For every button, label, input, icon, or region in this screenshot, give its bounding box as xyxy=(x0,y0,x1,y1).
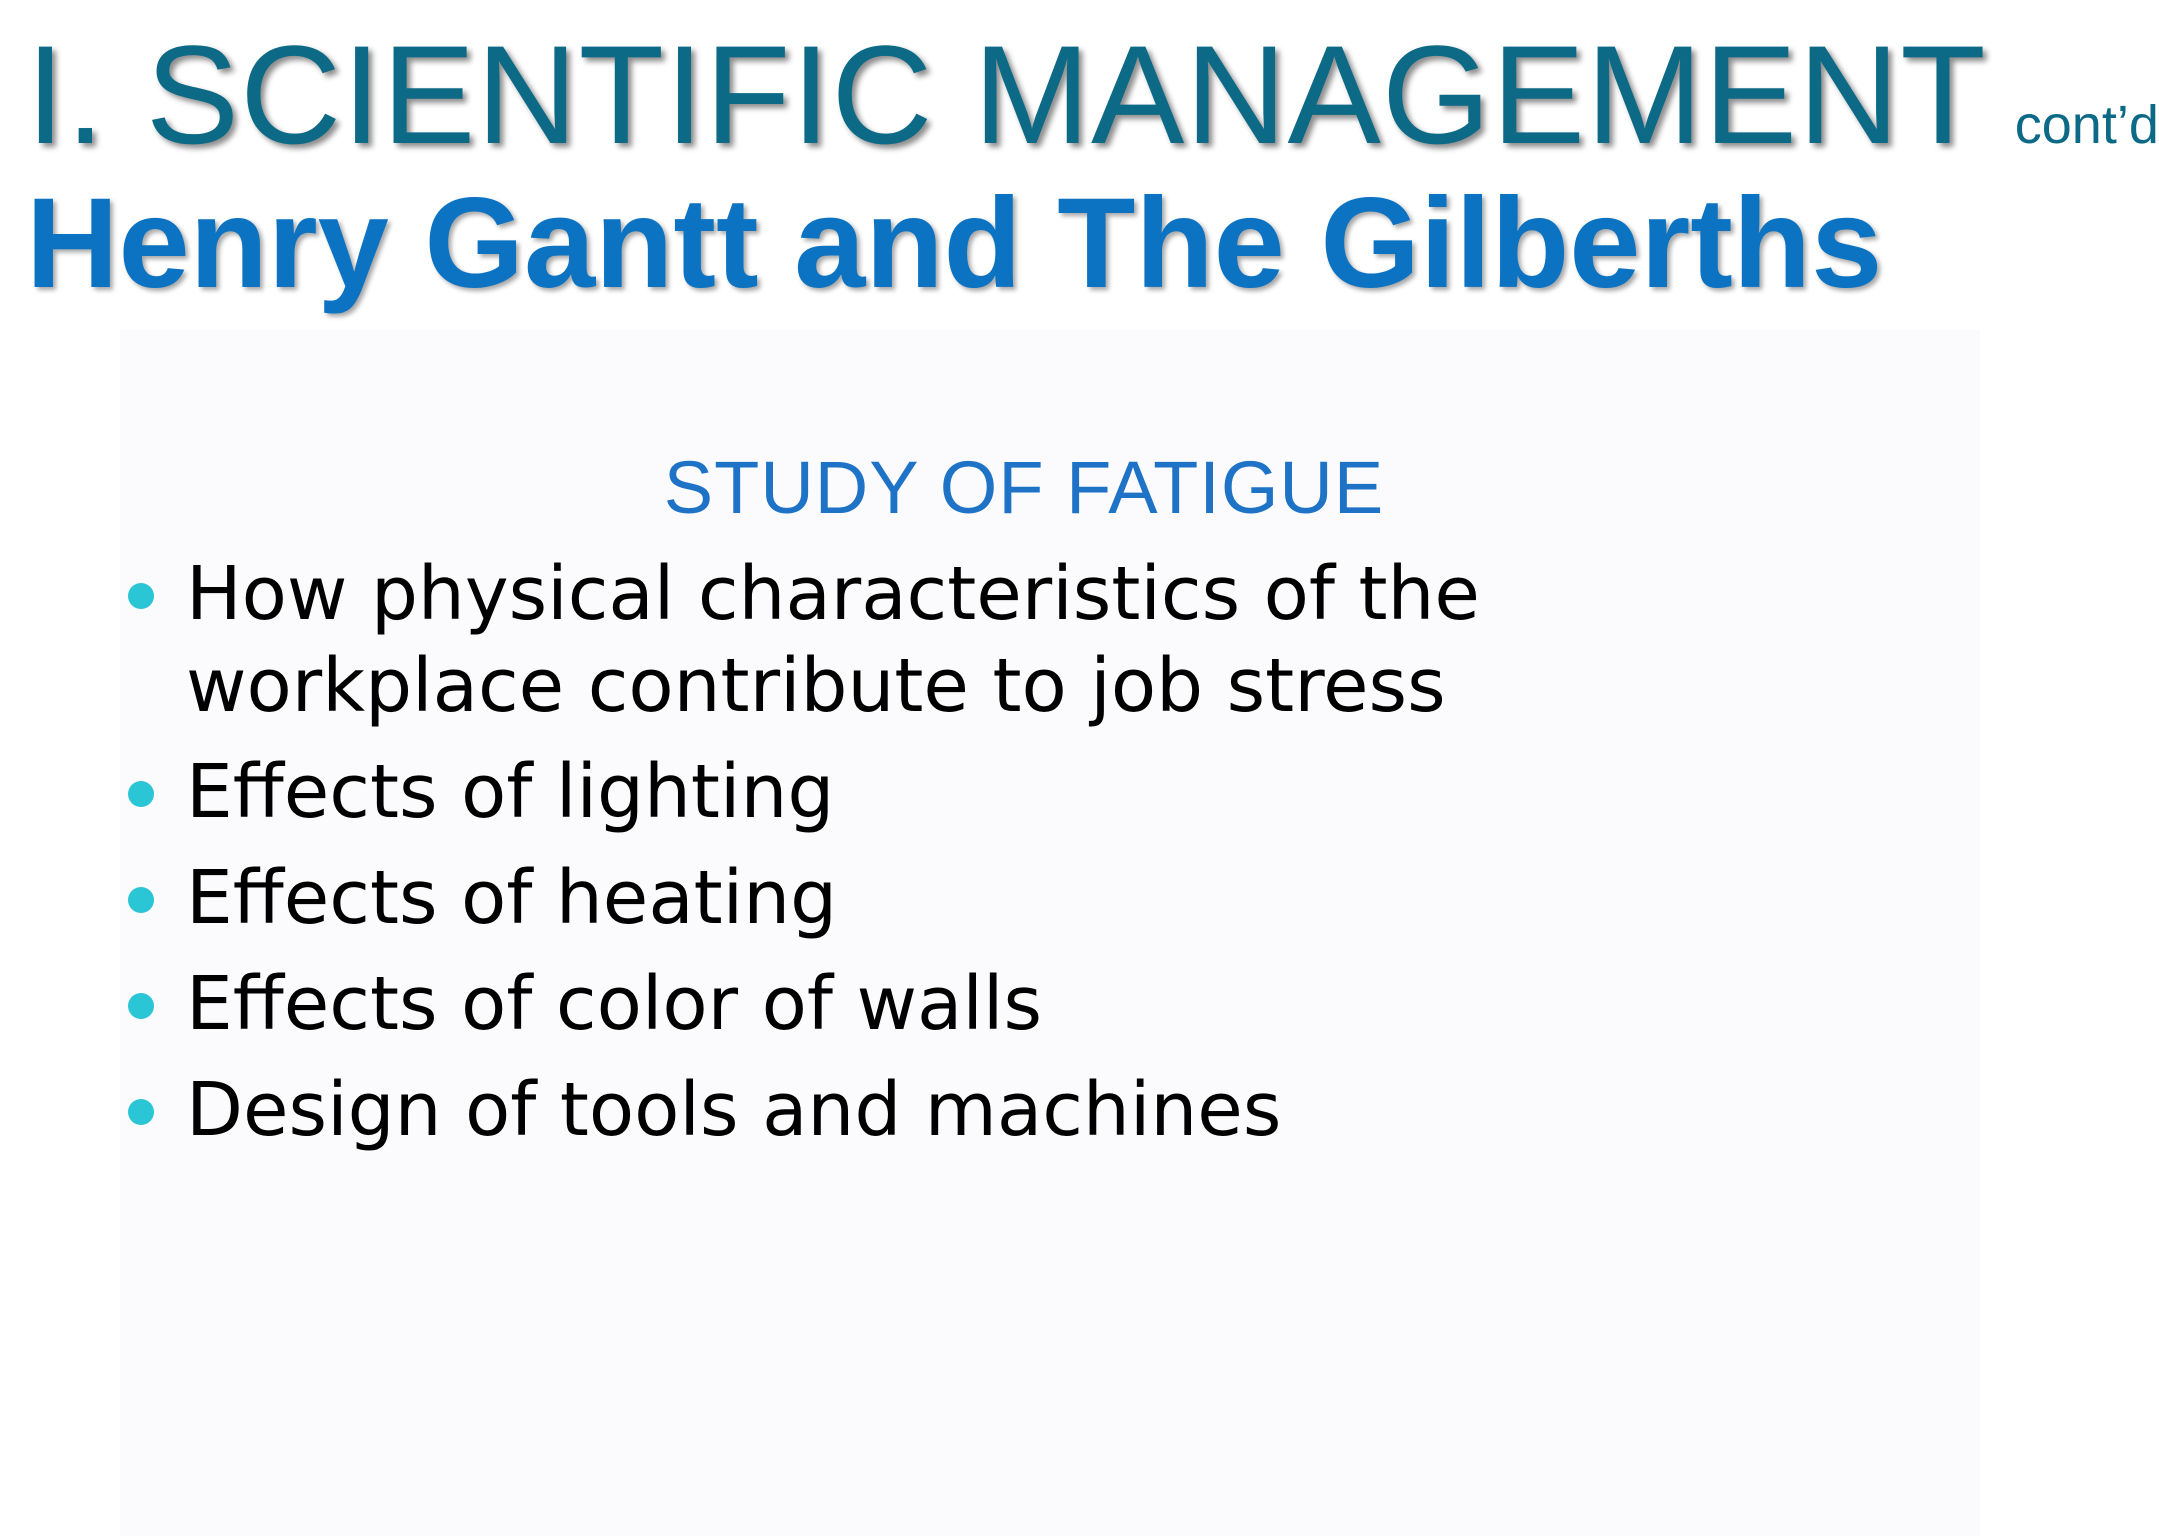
bullet-text: Design of tools and machines xyxy=(186,1067,1282,1153)
bullet-dot-icon xyxy=(128,1099,154,1125)
bullet-text: Effects of color of walls xyxy=(186,961,1043,1047)
bullet-item xyxy=(128,958,1828,1050)
bullet-item xyxy=(128,548,1828,732)
bullet-dot-icon xyxy=(128,583,154,609)
title-suffix: cont’d xyxy=(2014,95,2159,155)
section-heading: STUDY OF FATIGUE xyxy=(663,446,1385,529)
bullet-dot-icon xyxy=(128,887,154,913)
slide-title: I. SCIENTIFIC MANAGEMENT xyxy=(26,16,1987,173)
bullet-text: How physical characteristics of the workplace contribute to job stress xyxy=(186,551,1480,729)
bullet-text: Effects of heating xyxy=(186,855,838,941)
bullet-dot-icon xyxy=(128,781,154,807)
bullet-item xyxy=(128,852,1828,944)
bullet-text: Effects of lighting xyxy=(186,749,835,835)
bullet-dot-icon xyxy=(128,993,154,1019)
title-line xyxy=(26,14,2159,176)
bullet-item xyxy=(128,1064,1828,1156)
bullet-list xyxy=(128,548,1828,1170)
bullet-item xyxy=(128,746,1828,838)
slide-subtitle: Henry Gantt and The Gilberths xyxy=(26,172,1883,315)
